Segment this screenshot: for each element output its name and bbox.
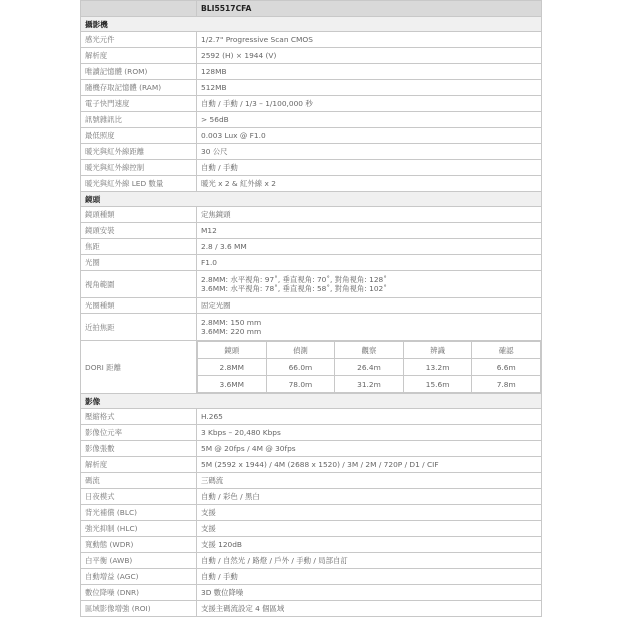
fov-line-1: 2.8MM: 水平視角: 97˚, 垂直視角: 70˚, 對角視角: 128˚ <box>201 275 387 284</box>
spec-row-fov <box>81 271 542 298</box>
spec-label: 數位降噪 (DNR) <box>81 585 197 601</box>
spec-row <box>81 441 542 457</box>
spec-row <box>81 521 542 537</box>
section-image <box>81 394 542 409</box>
dori-header: 鏡頭 <box>198 342 267 359</box>
spec-row <box>81 255 542 271</box>
spec-label: 自動增益 (AGC) <box>81 569 197 585</box>
spec-value: 固定光圈 <box>197 298 542 314</box>
dori-row <box>198 359 541 376</box>
dori-cell-value: 13.2m <box>403 359 472 376</box>
spec-value <box>197 314 542 341</box>
spec-row <box>81 128 542 144</box>
spec-label: 光圈 <box>81 255 197 271</box>
spec-row <box>81 569 542 585</box>
spec-value: 三碼流 <box>197 473 542 489</box>
dori-header: 觀察 <box>335 342 404 359</box>
dori-cell-value: 2.8MM <box>198 359 267 376</box>
spec-value: 128MB <box>197 64 542 80</box>
dori-header: 偵測 <box>266 342 335 359</box>
spec-row <box>81 457 542 473</box>
section-lens <box>81 192 542 207</box>
spec-label: 最低照度 <box>81 128 197 144</box>
spec-row <box>81 144 542 160</box>
spec-row <box>81 409 542 425</box>
spec-value: 5M @ 20fps / 4M @ 30fps <box>197 441 542 457</box>
dori-cell-value: 26.4m <box>335 359 404 376</box>
spec-row <box>81 32 542 48</box>
spec-label: DORI 距離 <box>81 341 197 394</box>
spec-value: 支援主碼流設定 4 個區域 <box>197 601 542 617</box>
section-title: 攝影機 <box>81 17 542 32</box>
section-title: 影像 <box>81 394 542 409</box>
spec-value <box>197 271 542 298</box>
spec-value: M12 <box>197 223 542 239</box>
lens-rows <box>81 207 542 271</box>
spec-label: 解析度 <box>81 48 197 64</box>
spec-value: 支援 120dB <box>197 537 542 553</box>
spec-value: 定焦鏡頭 <box>197 207 542 223</box>
spec-label: 區域影像增強 (ROI) <box>81 601 197 617</box>
spec-label: 影像位元率 <box>81 425 197 441</box>
spec-label: 訊號雜訊比 <box>81 112 197 128</box>
dori-row <box>198 376 541 393</box>
spec-value: 3 Kbps – 20,480 Kbps <box>197 425 542 441</box>
spec-row <box>81 489 542 505</box>
spec-label: 唯讀記憶體 (ROM) <box>81 64 197 80</box>
dori-cell-value: 31.2m <box>335 376 404 393</box>
spec-value: 暖光 x 2 & 紅外線 x 2 <box>197 176 542 192</box>
spec-label: 強光抑制 (HLC) <box>81 521 197 537</box>
spec-row <box>81 223 542 239</box>
header-blank <box>81 1 197 17</box>
dori-cell-value: 66.0m <box>266 359 335 376</box>
spec-row <box>81 473 542 489</box>
spec-value: 支援 <box>197 521 542 537</box>
spec-label: 焦距 <box>81 239 197 255</box>
spec-label: 感光元件 <box>81 32 197 48</box>
dori-cell <box>197 341 542 394</box>
spec-value: 自動 / 彩色 / 黑白 <box>197 489 542 505</box>
section-title: 鏡頭 <box>81 192 542 207</box>
spec-label: 壓縮格式 <box>81 409 197 425</box>
spec-label: 影像張數 <box>81 441 197 457</box>
spec-row-iris <box>81 298 542 314</box>
spec-value: 2.8 / 3.6 MM <box>197 239 542 255</box>
spec-value: 0.003 Lux @ F1.0 <box>197 128 542 144</box>
spec-label: 暖光與紅外線控制 <box>81 160 197 176</box>
spec-row <box>81 553 542 569</box>
spec-label: 暖光與紅外線距離 <box>81 144 197 160</box>
model-name: BLI5517CFA <box>197 1 542 17</box>
spec-row <box>81 80 542 96</box>
spec-label: 近拍焦距 <box>81 314 197 341</box>
spec-table <box>80 0 542 617</box>
dori-cell-value: 15.6m <box>403 376 472 393</box>
fov-line-2: 3.6MM: 水平視角: 78˚, 垂直視角: 58˚, 對角視角: 102˚ <box>201 284 387 293</box>
spec-label: 日夜模式 <box>81 489 197 505</box>
spec-value: > 56dB <box>197 112 542 128</box>
camera-rows <box>81 32 542 192</box>
header-row <box>81 1 542 17</box>
spec-row <box>81 585 542 601</box>
spec-label: 鏡頭種類 <box>81 207 197 223</box>
spec-label: 光圈種類 <box>81 298 197 314</box>
dori-table <box>197 341 541 393</box>
spec-value: 1/2.7" Progressive Scan CMOS <box>197 32 542 48</box>
spec-row-dori <box>81 341 542 394</box>
dori-cell-value: 7.8m <box>472 376 541 393</box>
spec-label: 視角範圍 <box>81 271 197 298</box>
dori-cell-value: 6.6m <box>472 359 541 376</box>
dori-header-row <box>198 342 541 359</box>
spec-value: 5M (2592 x 1944) / 4M (2688 x 1520) / 3M / 2M / 720P / D1 / CIF <box>197 457 542 473</box>
dori-cell-value: 78.0m <box>266 376 335 393</box>
spec-value: 2592 (H) × 1944 (V) <box>197 48 542 64</box>
spec-value: 自動 / 自然光 / 路燈 / 戶外 / 手動 / 局部自訂 <box>197 553 542 569</box>
spec-value: 支援 <box>197 505 542 521</box>
spec-label: 白平衡 (AWB) <box>81 553 197 569</box>
spec-label: 鏡頭安裝 <box>81 223 197 239</box>
dori-header: 辨識 <box>403 342 472 359</box>
spec-row <box>81 425 542 441</box>
spec-value: 自動 / 手動 / 1/3 – 1/100,000 秒 <box>197 96 542 112</box>
spec-value: 3D 數位降噪 <box>197 585 542 601</box>
spec-row <box>81 239 542 255</box>
spec-row <box>81 48 542 64</box>
spec-row <box>81 207 542 223</box>
dori-header: 確認 <box>472 342 541 359</box>
spec-label: 隨機存取記憶體 (RAM) <box>81 80 197 96</box>
spec-row <box>81 112 542 128</box>
spec-label: 寬動態 (WDR) <box>81 537 197 553</box>
spec-row <box>81 537 542 553</box>
spec-value: F1.0 <box>197 255 542 271</box>
spec-row <box>81 160 542 176</box>
spec-value: 512MB <box>197 80 542 96</box>
spec-label: 解析度 <box>81 457 197 473</box>
spec-row-focus <box>81 314 542 341</box>
spec-row <box>81 176 542 192</box>
focus-line-2: 3.6MM: 220 mm <box>201 327 262 336</box>
dori-cell-value: 3.6MM <box>198 376 267 393</box>
spec-value: 自動 / 手動 <box>197 569 542 585</box>
spec-value: 自動 / 手動 <box>197 160 542 176</box>
focus-line-1: 2.8MM: 150 mm <box>201 318 262 327</box>
spec-label: 背光補償 (BLC) <box>81 505 197 521</box>
spec-value: 30 公尺 <box>197 144 542 160</box>
spec-label: 碼流 <box>81 473 197 489</box>
spec-sheet <box>80 0 542 617</box>
spec-row <box>81 96 542 112</box>
spec-value: H.265 <box>197 409 542 425</box>
image-rows <box>81 409 542 617</box>
spec-label: 暖光與紅外線 LED 數量 <box>81 176 197 192</box>
spec-row <box>81 64 542 80</box>
spec-row <box>81 505 542 521</box>
spec-row <box>81 601 542 617</box>
section-camera <box>81 17 542 32</box>
spec-label: 電子快門速度 <box>81 96 197 112</box>
